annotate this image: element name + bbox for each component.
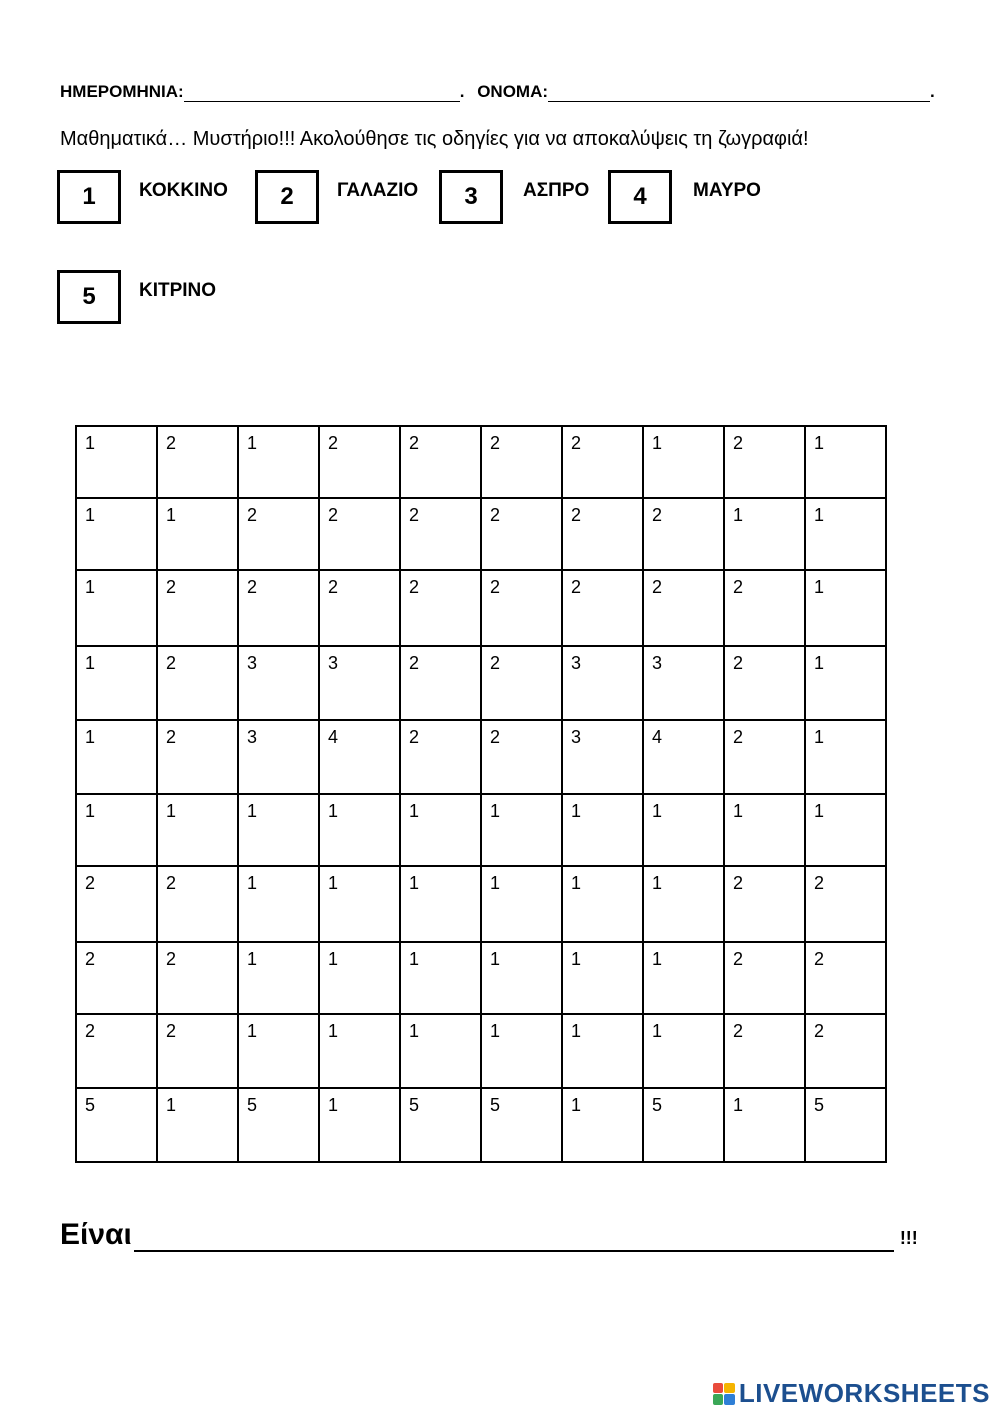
grid-row — [76, 794, 886, 866]
grid-cell-number: 2 — [166, 1021, 177, 1041]
grid-cell[interactable] — [157, 498, 238, 570]
grid-cell-number: 1 — [328, 1021, 339, 1041]
grid-cell[interactable] — [238, 426, 319, 498]
grid-cell[interactable] — [76, 866, 157, 942]
grid-cell-number: 2 — [571, 433, 582, 453]
grid-cell-number: 2 — [733, 727, 744, 747]
grid-cell-number: 1 — [490, 873, 501, 893]
grid-cell-number: 2 — [733, 873, 744, 893]
grid-cell-number: 2 — [814, 1021, 825, 1041]
grid-cell[interactable] — [76, 794, 157, 866]
grid-cell-number: 2 — [490, 505, 501, 525]
logo-mark-icon — [713, 1383, 735, 1405]
answer-line — [60, 1218, 918, 1252]
grid-cell-number: 2 — [652, 577, 663, 597]
grid-cell[interactable] — [157, 426, 238, 498]
grid-cell[interactable] — [805, 646, 886, 720]
grid-cell[interactable] — [481, 1088, 562, 1162]
grid-cell[interactable] — [643, 942, 724, 1014]
grid-cell-number: 2 — [166, 873, 177, 893]
grid-cell[interactable] — [76, 942, 157, 1014]
grid-cell[interactable] — [724, 794, 805, 866]
grid-cell[interactable] — [724, 426, 805, 498]
grid-cell-number: 2 — [85, 949, 96, 969]
grid-cell-number: 1 — [247, 1021, 258, 1041]
grid-cell-number: 2 — [733, 433, 744, 453]
grid-cell[interactable] — [562, 720, 643, 794]
color-by-number-grid — [75, 425, 887, 1163]
grid-cell[interactable] — [157, 794, 238, 866]
grid-cell[interactable] — [562, 498, 643, 570]
grid-cell-number: 1 — [490, 949, 501, 969]
grid-cell-number: 3 — [247, 653, 258, 673]
grid-row — [76, 498, 886, 570]
grid-cell-number: 5 — [490, 1095, 501, 1115]
grid-cell[interactable] — [724, 498, 805, 570]
grid-cell-number: 3 — [328, 653, 339, 673]
grid-cell[interactable] — [76, 570, 157, 646]
grid-cell-number: 5 — [85, 1095, 96, 1115]
date-label: ΗΜΕΡΟΜΗΝΙΑ: — [60, 82, 184, 101]
grid-cell-number: 5 — [247, 1095, 258, 1115]
grid-cell[interactable] — [400, 720, 481, 794]
logo-mark-square — [713, 1383, 724, 1394]
grid-cell-number: 1 — [571, 949, 582, 969]
grid-cell-number: 5 — [409, 1095, 420, 1115]
grid-cell-number: 2 — [85, 1021, 96, 1041]
grid-cell-number: 1 — [247, 873, 258, 893]
grid-cell-number: 2 — [328, 505, 339, 525]
grid-cell-number: 1 — [409, 801, 420, 821]
grid-cell[interactable] — [562, 942, 643, 1014]
grid-cell[interactable] — [724, 570, 805, 646]
grid-cell[interactable] — [805, 570, 886, 646]
grid-cell[interactable] — [157, 866, 238, 942]
grid-cell[interactable] — [481, 646, 562, 720]
grid-cell-number: 1 — [490, 1021, 501, 1041]
grid-cell[interactable] — [238, 1088, 319, 1162]
grid-cell[interactable] — [481, 570, 562, 646]
grid-row — [76, 426, 886, 498]
name-end: . — [930, 82, 935, 101]
key-number-box — [57, 270, 121, 324]
grid-cell[interactable] — [805, 426, 886, 498]
grid-cell-number: 2 — [490, 653, 501, 673]
grid-cell[interactable] — [400, 1014, 481, 1088]
grid-cell[interactable] — [643, 646, 724, 720]
liveworksheets-logo — [713, 1378, 990, 1409]
grid-cell[interactable] — [805, 866, 886, 942]
grid-cell-number: 2 — [85, 873, 96, 893]
grid-cell[interactable] — [400, 570, 481, 646]
date-end: . — [459, 82, 465, 101]
key-number-box — [439, 170, 503, 224]
grid-cell[interactable] — [76, 498, 157, 570]
grid-cell-number: 2 — [733, 1021, 744, 1041]
grid-cell[interactable] — [805, 498, 886, 570]
grid-cell[interactable] — [562, 1014, 643, 1088]
grid-cell[interactable] — [319, 1014, 400, 1088]
grid-cell-number: 5 — [652, 1095, 663, 1115]
grid-cell[interactable] — [481, 426, 562, 498]
key-color-label: ΑΣΠΡΟ — [523, 180, 590, 201]
name-field[interactable] — [548, 83, 930, 102]
key-number: 3 — [464, 183, 478, 210]
grid-cell[interactable] — [481, 942, 562, 1014]
grid-cell-number: 1 — [328, 949, 339, 969]
grid-cell[interactable] — [481, 1014, 562, 1088]
grid-cell[interactable] — [319, 942, 400, 1014]
grid-cell[interactable] — [481, 498, 562, 570]
grid-cell[interactable] — [562, 570, 643, 646]
grid-cell-number: 2 — [733, 949, 744, 969]
grid-cell[interactable] — [805, 1014, 886, 1088]
grid-cell-number: 1 — [571, 1095, 582, 1115]
grid-cell-number: 2 — [328, 577, 339, 597]
grid-cell[interactable] — [481, 720, 562, 794]
grid-cell-number: 2 — [733, 577, 744, 597]
grid-cell-number: 2 — [571, 505, 582, 525]
key-number: 4 — [633, 183, 647, 210]
grid-cell-number: 2 — [166, 727, 177, 747]
grid-cell-number: 2 — [490, 577, 501, 597]
grid-row — [76, 866, 886, 942]
grid-cell[interactable] — [724, 1014, 805, 1088]
grid-row — [76, 720, 886, 794]
grid-row — [76, 1014, 886, 1088]
grid-cell[interactable] — [400, 942, 481, 1014]
grid-cell-number: 1 — [328, 873, 339, 893]
header-line — [60, 82, 935, 102]
grid-cell-number: 1 — [85, 727, 96, 747]
grid-body — [76, 426, 886, 1162]
grid-row — [76, 646, 886, 720]
key-color-label: ΚΟΚΚΙΝΟ — [139, 180, 228, 201]
grid-cell-number: 1 — [409, 1021, 420, 1041]
grid-cell[interactable] — [643, 426, 724, 498]
grid-cell[interactable] — [481, 794, 562, 866]
grid-cell-number: 1 — [166, 505, 177, 525]
grid-cell-number: 3 — [652, 653, 663, 673]
grid-cell[interactable] — [238, 794, 319, 866]
grid-cell-number: 2 — [409, 577, 420, 597]
grid-cell[interactable] — [562, 794, 643, 866]
logo-mark-square — [713, 1394, 724, 1405]
logo-mark-square — [724, 1383, 735, 1394]
grid-cell[interactable] — [805, 942, 886, 1014]
instruction-text: Μαθηματικά… Μυστήριο!!! Ακολούθησε τις οδηγίες για να αποκαλύψεις τη ζωγραφιά! — [60, 128, 809, 150]
grid-cell-number: 4 — [652, 727, 663, 747]
grid-cell-number: 1 — [85, 505, 96, 525]
grid-cell-number: 1 — [733, 801, 744, 821]
grid-cell-number: 3 — [247, 727, 258, 747]
grid-cell-number: 1 — [652, 949, 663, 969]
grid-cell[interactable] — [319, 720, 400, 794]
grid-cell-number: 2 — [166, 433, 177, 453]
grid-cell[interactable] — [805, 1088, 886, 1162]
grid-cell-number: 2 — [247, 505, 258, 525]
key-number: 2 — [280, 183, 294, 210]
grid-cell[interactable] — [76, 720, 157, 794]
grid-cell[interactable] — [76, 426, 157, 498]
grid-cell-number: 2 — [409, 727, 420, 747]
grid-cell[interactable] — [238, 570, 319, 646]
grid-row — [76, 1088, 886, 1162]
grid-cell-number: 1 — [328, 1095, 339, 1115]
grid-cell-number: 1 — [409, 873, 420, 893]
grid-cell-number: 1 — [85, 577, 96, 597]
grid-cell-number: 3 — [571, 727, 582, 747]
grid-cell-number: 1 — [166, 801, 177, 821]
grid-cell-number: 2 — [247, 577, 258, 597]
grid-cell[interactable] — [724, 720, 805, 794]
grid-cell-number: 1 — [166, 1095, 177, 1115]
grid-cell-number: 2 — [733, 653, 744, 673]
grid-cell-number: 1 — [571, 873, 582, 893]
grid-cell-number: 1 — [814, 727, 825, 747]
grid-cell[interactable] — [238, 1014, 319, 1088]
logo-text: LIVEWORKSHEETS — [738, 1378, 990, 1408]
grid-cell[interactable] — [400, 646, 481, 720]
date-field[interactable] — [184, 83, 460, 102]
grid-cell-number: 2 — [571, 577, 582, 597]
grid-row — [76, 570, 886, 646]
grid-cell[interactable] — [157, 942, 238, 1014]
grid-cell[interactable] — [319, 866, 400, 942]
grid-cell[interactable] — [724, 942, 805, 1014]
key-number: 1 — [82, 183, 96, 210]
grid-cell-number: 2 — [328, 433, 339, 453]
grid-cell[interactable] — [643, 720, 724, 794]
grid-cell-number: 1 — [247, 949, 258, 969]
grid-cell-number: 1 — [328, 801, 339, 821]
grid-cell[interactable] — [76, 1014, 157, 1088]
answer-end: !!! — [899, 1228, 918, 1248]
grid-cell[interactable] — [157, 1014, 238, 1088]
key-color-label: ΚΙΤΡΙΝΟ — [139, 280, 217, 301]
grid-cell[interactable] — [400, 866, 481, 942]
grid-cell[interactable] — [400, 498, 481, 570]
grid-cell-number: 3 — [571, 653, 582, 673]
grid-cell-number: 1 — [733, 505, 744, 525]
grid-cell-number: 1 — [652, 1021, 663, 1041]
grid-cell-number: 2 — [166, 653, 177, 673]
key-number-box — [255, 170, 319, 224]
grid-cell-number: 2 — [409, 433, 420, 453]
grid-cell-number: 2 — [409, 653, 420, 673]
grid-cell[interactable] — [562, 426, 643, 498]
grid-row — [76, 942, 886, 1014]
grid-cell[interactable] — [76, 646, 157, 720]
key-number-box — [608, 170, 672, 224]
key-color-label: ΓΑΛΑΖΙΟ — [337, 180, 419, 201]
grid-cell-number: 1 — [490, 801, 501, 821]
grid-cell[interactable] — [481, 866, 562, 942]
grid-cell[interactable] — [562, 1088, 643, 1162]
grid-cell-number: 2 — [490, 433, 501, 453]
grid-cell[interactable] — [238, 866, 319, 942]
grid-cell[interactable] — [805, 794, 886, 866]
grid-cell-number: 5 — [814, 1095, 825, 1115]
grid-cell[interactable] — [643, 1014, 724, 1088]
name-label: ΟΝΟΜΑ: — [477, 82, 549, 101]
grid-cell[interactable] — [319, 794, 400, 866]
grid-cell[interactable] — [319, 570, 400, 646]
grid-cell[interactable] — [643, 866, 724, 942]
grid-cell-number: 1 — [571, 801, 582, 821]
grid-cell[interactable] — [400, 794, 481, 866]
grid-cell[interactable] — [238, 942, 319, 1014]
logo-mark-square — [724, 1394, 735, 1405]
grid-cell[interactable] — [562, 646, 643, 720]
grid-cell[interactable] — [400, 426, 481, 498]
grid-cell-number: 2 — [490, 727, 501, 747]
grid-cell[interactable] — [643, 794, 724, 866]
grid-cell[interactable] — [319, 426, 400, 498]
grid-cell-number: 4 — [328, 727, 339, 747]
grid-cell[interactable] — [562, 866, 643, 942]
grid-cell[interactable] — [238, 720, 319, 794]
grid-cell-number: 1 — [652, 433, 663, 453]
grid-cell[interactable] — [238, 646, 319, 720]
grid-cell-number: 1 — [814, 433, 825, 453]
grid-cell[interactable] — [643, 1088, 724, 1162]
grid-cell-number: 1 — [652, 873, 663, 893]
grid-cell-number: 2 — [814, 873, 825, 893]
grid-cell-number: 1 — [814, 577, 825, 597]
grid-cell-number: 1 — [733, 1095, 744, 1115]
grid-cell[interactable] — [238, 498, 319, 570]
grid-cell-number: 1 — [247, 801, 258, 821]
grid-cell-number: 1 — [814, 801, 825, 821]
grid-cell-number: 2 — [409, 505, 420, 525]
grid-cell-number: 1 — [652, 801, 663, 821]
answer-label: Είναι — [60, 1218, 132, 1251]
grid-cell-number: 2 — [814, 949, 825, 969]
grid-cell[interactable] — [157, 570, 238, 646]
grid-cell-number: 2 — [166, 577, 177, 597]
grid-cell-number: 1 — [814, 653, 825, 673]
grid-cell-number: 1 — [85, 653, 96, 673]
grid-cell-number: 1 — [85, 433, 96, 453]
grid-cell[interactable] — [400, 1088, 481, 1162]
grid-cell-number: 2 — [652, 505, 663, 525]
grid-cell-number: 1 — [85, 801, 96, 821]
grid-cell[interactable] — [76, 1088, 157, 1162]
key-number: 5 — [82, 283, 96, 310]
grid-cell-number: 1 — [247, 433, 258, 453]
grid-cell[interactable] — [643, 570, 724, 646]
grid-cell-number: 2 — [166, 949, 177, 969]
grid-cell[interactable] — [319, 1088, 400, 1162]
key-number-box — [57, 170, 121, 224]
grid-cell[interactable] — [724, 866, 805, 942]
grid-cell[interactable] — [319, 646, 400, 720]
grid-cell-number: 1 — [814, 505, 825, 525]
grid-cell[interactable] — [157, 720, 238, 794]
grid-cell-number: 1 — [409, 949, 420, 969]
grid-cell[interactable] — [724, 1088, 805, 1162]
grid-cell[interactable] — [157, 1088, 238, 1162]
key-color-label: ΜΑΥΡΟ — [693, 180, 761, 201]
grid-cell[interactable] — [805, 720, 886, 794]
grid-cell[interactable] — [157, 646, 238, 720]
answer-field[interactable] — [134, 1220, 894, 1252]
grid-cell[interactable] — [724, 646, 805, 720]
grid-cell-number: 1 — [571, 1021, 582, 1041]
grid-cell[interactable] — [643, 498, 724, 570]
grid-cell[interactable] — [319, 498, 400, 570]
